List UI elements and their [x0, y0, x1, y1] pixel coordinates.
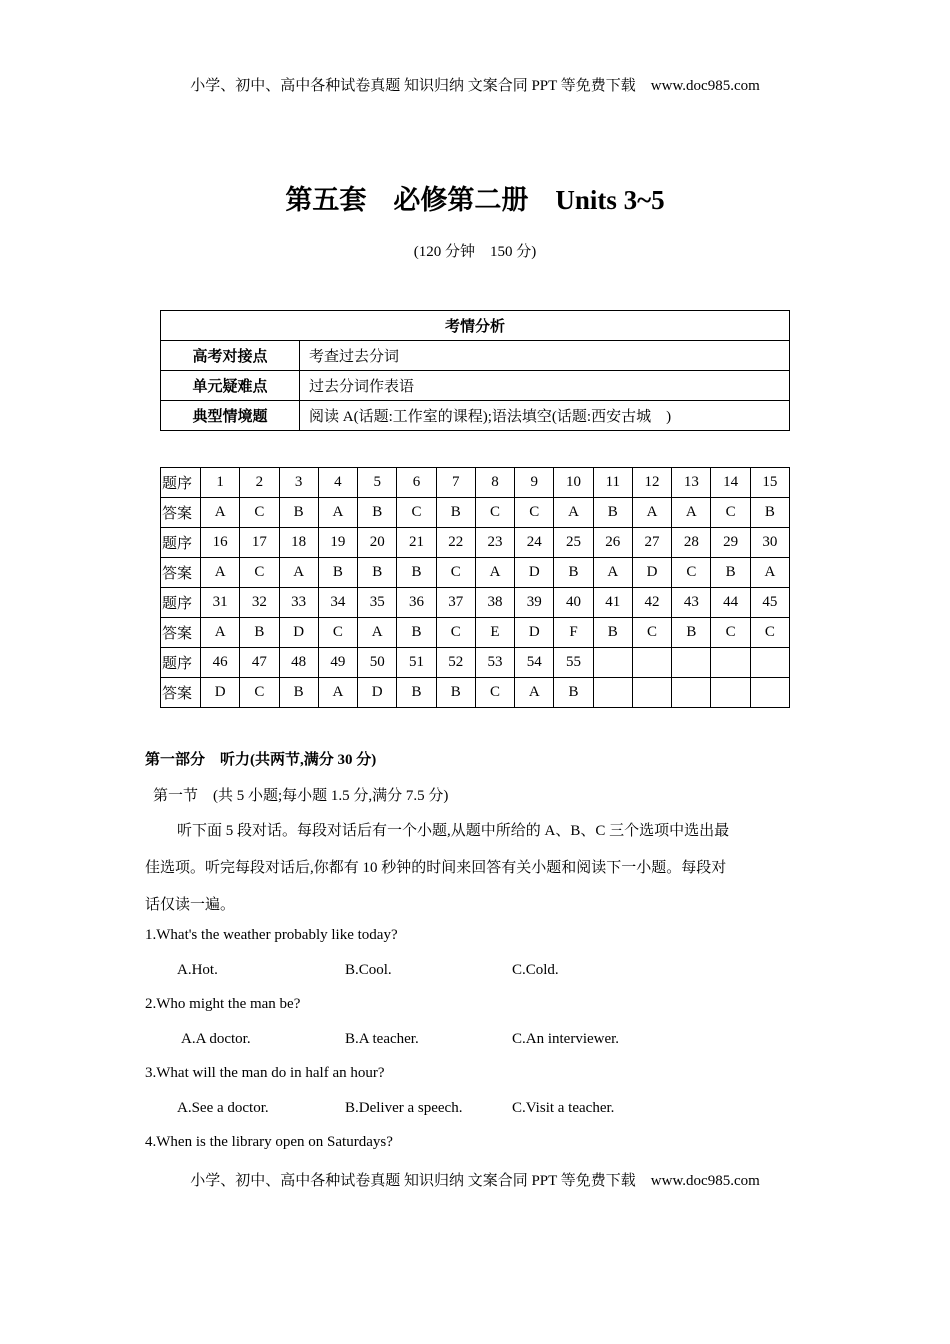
answer-cell: B: [397, 558, 436, 588]
question-number-cell: 55: [554, 648, 593, 678]
answer-cell: [750, 678, 789, 708]
question-number-cell: [711, 648, 750, 678]
page-header: 小学、初中、高中各种试卷真题 知识归纳 文案合同 PPT 等免费下载 www.doc985.com: [190, 78, 760, 94]
question-number-cell: 8: [475, 468, 514, 498]
question-number-cell: 33: [279, 588, 318, 618]
question-number-cell: 40: [554, 588, 593, 618]
question-number-cell: 11: [593, 468, 632, 498]
analysis-value: 考查过去分词: [300, 341, 790, 371]
question-number-cell: 30: [750, 528, 789, 558]
question-number-cell: 1: [201, 468, 240, 498]
answer-cell: B: [436, 498, 475, 528]
answer-table-row: [161, 558, 790, 588]
analysis-value: 阅读 A(话题:工作室的课程);语法填空(话题:西安古城 ): [300, 401, 790, 431]
question-number-cell: 10: [554, 468, 593, 498]
question-number-cell: 15: [750, 468, 789, 498]
question-number-cell: 31: [201, 588, 240, 618]
question-number-cell: 44: [711, 588, 750, 618]
answer-cell: A: [475, 558, 514, 588]
answer-cell: [672, 678, 711, 708]
answer-cell: C: [711, 618, 750, 648]
answer-cell: B: [593, 618, 632, 648]
question-number-cell: 13: [672, 468, 711, 498]
question-number-cell: 50: [358, 648, 397, 678]
question-number-cell: 49: [318, 648, 357, 678]
option: B.Cool.: [345, 962, 392, 978]
question-number-cell: 35: [358, 588, 397, 618]
answer-cell: B: [750, 498, 789, 528]
question: 3.What will the man do in half an hour?: [145, 1065, 385, 1081]
question-number-cell: [632, 648, 671, 678]
row-label: 答案: [161, 618, 201, 648]
question-number-cell: 22: [436, 528, 475, 558]
answer-cell: A: [201, 498, 240, 528]
option: C.An interviewer.: [512, 1031, 620, 1047]
answer-table-row: [161, 648, 790, 678]
answer-cell: B: [554, 678, 593, 708]
answer-cell: A: [358, 618, 397, 648]
answer-cell: C: [240, 678, 279, 708]
question-number-cell: 5: [358, 468, 397, 498]
page-subtitle: (120 分钟 150 分): [413, 244, 537, 260]
option: A.See a doctor.: [177, 1100, 269, 1116]
question-number-cell: 12: [632, 468, 671, 498]
answer-cell: C: [632, 618, 671, 648]
answer-cell: A: [318, 498, 357, 528]
part-heading: 第一部分 听力(共两节,满分 30 分): [145, 752, 377, 768]
answer-cell: C: [515, 498, 554, 528]
question-number-cell: [593, 648, 632, 678]
answer-cell: A: [515, 678, 554, 708]
answer-cell: B: [436, 678, 475, 708]
answer-cell: A: [672, 498, 711, 528]
answer-cell: B: [358, 498, 397, 528]
analysis-key: 典型情境题: [161, 401, 300, 431]
question-number-cell: 25: [554, 528, 593, 558]
question-number-cell: 54: [515, 648, 554, 678]
answer-cell: B: [672, 618, 711, 648]
row-label: 题序: [161, 528, 201, 558]
answer-cell: [593, 678, 632, 708]
answer-cell: A: [318, 678, 357, 708]
row-label: 题序: [161, 648, 201, 678]
answer-cell: C: [750, 618, 789, 648]
answer-cell: B: [318, 558, 357, 588]
answer-cell: B: [593, 498, 632, 528]
question-number-cell: 52: [436, 648, 475, 678]
question-number-cell: 29: [711, 528, 750, 558]
answer-cell: B: [240, 618, 279, 648]
analysis-value: 过去分词作表语: [300, 371, 790, 401]
question-number-cell: 19: [318, 528, 357, 558]
question-number-cell: 46: [201, 648, 240, 678]
answer-cell: C: [318, 618, 357, 648]
answer-table-row: [161, 468, 790, 498]
analysis-heading: 考情分析: [161, 311, 790, 341]
option: C.Cold.: [512, 962, 559, 978]
question-number-cell: 2: [240, 468, 279, 498]
answer-cell: D: [515, 558, 554, 588]
question-number-cell: 27: [632, 528, 671, 558]
answer-cell: A: [201, 618, 240, 648]
question-number-cell: 53: [475, 648, 514, 678]
question-number-cell: 17: [240, 528, 279, 558]
row-label: 答案: [161, 498, 201, 528]
answer-cell: A: [632, 498, 671, 528]
option: A.Hot.: [177, 962, 218, 978]
answer-cell: D: [279, 618, 318, 648]
instruction-line: 听下面 5 段对话。每段对话后有一个小题,从题中所给的 A、B、C 三个选项中选出最: [177, 823, 730, 839]
answer-cell: [632, 678, 671, 708]
analysis-key: 高考对接点: [161, 341, 300, 371]
answer-cell: C: [240, 558, 279, 588]
answer-cell: C: [436, 618, 475, 648]
option: B.A teacher.: [345, 1031, 419, 1047]
answer-cell: C: [475, 498, 514, 528]
answer-cell: A: [750, 558, 789, 588]
option: A.A doctor.: [181, 1031, 251, 1047]
answer-cell: A: [593, 558, 632, 588]
question-number-cell: 45: [750, 588, 789, 618]
question-number-cell: 48: [279, 648, 318, 678]
answer-cell: D: [358, 678, 397, 708]
row-label: 答案: [161, 678, 201, 708]
option: B.Deliver a speech.: [345, 1100, 463, 1116]
answer-cell: A: [554, 498, 593, 528]
answer-cell: B: [711, 558, 750, 588]
answer-cell: C: [711, 498, 750, 528]
option: C.Visit a teacher.: [512, 1100, 615, 1116]
question-number-cell: 14: [711, 468, 750, 498]
answer-cell: D: [201, 678, 240, 708]
question-number-cell: 28: [672, 528, 711, 558]
question-number-cell: 3: [279, 468, 318, 498]
row-label: 答案: [161, 558, 201, 588]
question-number-cell: [750, 648, 789, 678]
answer-cell: C: [475, 678, 514, 708]
row-label: 题序: [161, 588, 201, 618]
answer-table-row: [161, 618, 790, 648]
question-number-cell: 7: [436, 468, 475, 498]
question-number-cell: 39: [515, 588, 554, 618]
answer-table-row: [161, 678, 790, 708]
answer-cell: B: [279, 498, 318, 528]
question-number-cell: 43: [672, 588, 711, 618]
question-number-cell: 23: [475, 528, 514, 558]
question: 1.What's the weather probably like today?: [145, 927, 398, 943]
answer-cell: F: [554, 618, 593, 648]
question-number-cell: 37: [436, 588, 475, 618]
question-number-cell: 47: [240, 648, 279, 678]
answer-cell: C: [672, 558, 711, 588]
question: 4.When is the library open on Saturdays?: [145, 1134, 393, 1150]
question-number-cell: 51: [397, 648, 436, 678]
answer-cell: B: [279, 678, 318, 708]
answer-cell: E: [475, 618, 514, 648]
question-number-cell: 32: [240, 588, 279, 618]
question-number-cell: [672, 648, 711, 678]
answer-table-row: [161, 528, 790, 558]
answer-cell: B: [397, 618, 436, 648]
answer-cell: D: [632, 558, 671, 588]
answer-cell: B: [358, 558, 397, 588]
question-number-cell: 36: [397, 588, 436, 618]
page-footer: 小学、初中、高中各种试卷真题 知识归纳 文案合同 PPT 等免费下载 www.doc985.com: [190, 1173, 760, 1189]
question-number-cell: 16: [201, 528, 240, 558]
question-number-cell: 21: [397, 528, 436, 558]
answer-cell: D: [515, 618, 554, 648]
answer-table-row: [161, 588, 790, 618]
analysis-key: 单元疑难点: [161, 371, 300, 401]
question-number-cell: 24: [515, 528, 554, 558]
answer-cell: C: [436, 558, 475, 588]
answer-table: [160, 467, 790, 708]
question-number-cell: 9: [515, 468, 554, 498]
question-number-cell: 42: [632, 588, 671, 618]
page-title: 第五套 必修第二册 Units 3~5: [285, 185, 665, 215]
answer-table-row: [161, 498, 790, 528]
analysis-table: [160, 310, 790, 431]
answer-cell: A: [279, 558, 318, 588]
question: 2.Who might the man be?: [145, 996, 301, 1012]
row-label: 题序: [161, 468, 201, 498]
question-number-cell: 41: [593, 588, 632, 618]
instruction-line: 话仅读一遍。: [145, 897, 236, 913]
question-number-cell: 34: [318, 588, 357, 618]
answer-cell: B: [554, 558, 593, 588]
question-number-cell: 26: [593, 528, 632, 558]
question-number-cell: 38: [475, 588, 514, 618]
question-number-cell: 6: [397, 468, 436, 498]
instruction-line: 佳选项。听完每段对话后,你都有 10 秒钟的时间来回答有关小题和阅读下一小题。每段对: [145, 860, 727, 876]
answer-cell: [711, 678, 750, 708]
question-number-cell: 18: [279, 528, 318, 558]
question-number-cell: 20: [358, 528, 397, 558]
answer-cell: B: [397, 678, 436, 708]
answer-cell: C: [397, 498, 436, 528]
question-number-cell: 4: [318, 468, 357, 498]
answer-cell: A: [201, 558, 240, 588]
section-heading: 第一节 (共 5 小题;每小题 1.5 分,满分 7.5 分): [153, 788, 449, 804]
answer-cell: C: [240, 498, 279, 528]
